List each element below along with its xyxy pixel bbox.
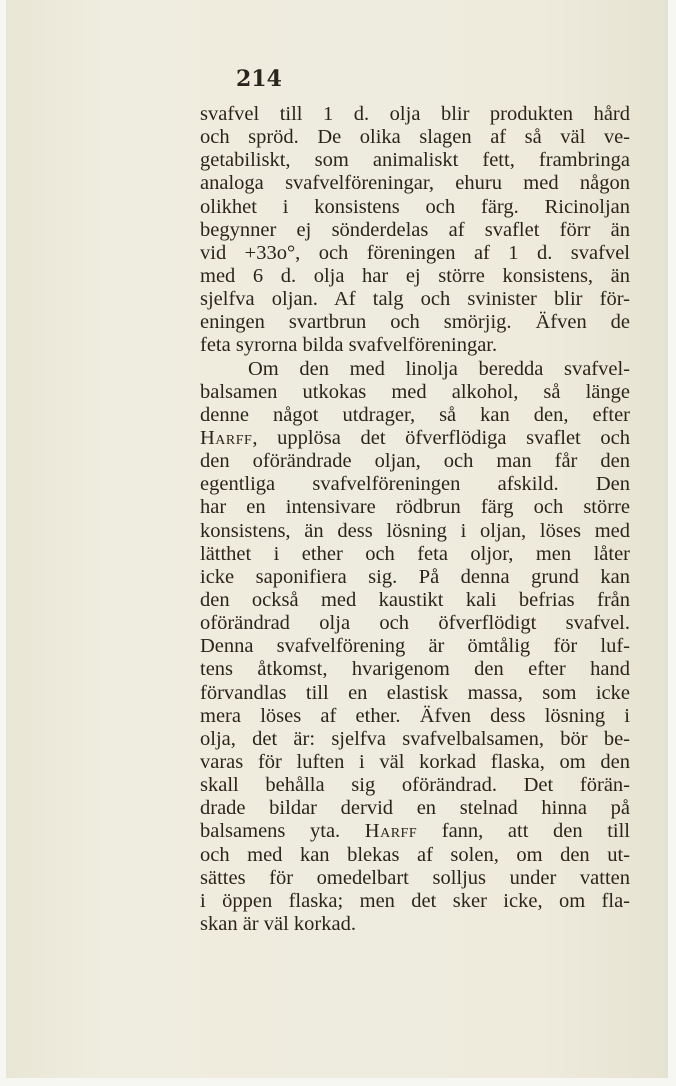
text-line <box>200 311 630 334</box>
text-fragment: skan är väl korkad. <box>200 912 356 935</box>
text-line <box>200 265 630 288</box>
text-line <box>200 635 630 658</box>
text-line <box>200 543 630 566</box>
text-fragment: svafvel till 1 d. olja blir produkten hård <box>200 103 630 125</box>
author-name: Harff <box>364 820 418 843</box>
text-fragment: feta syrorna bilda svafvelföreningar. <box>200 334 498 357</box>
text-fragment: Denna svafvelförening är ömtålig för luf- <box>200 635 630 658</box>
author-name: Harff <box>200 426 253 449</box>
text-line <box>200 288 630 311</box>
text-line <box>200 867 630 890</box>
text-fragment: tens åtkomst, hvarigenom den efter hand <box>200 658 630 681</box>
text-fragment: denne något utdrager, så kan den, efter <box>200 403 630 426</box>
text-fragment: balsamen utkokas med alkohol, så länge <box>200 380 630 403</box>
text-line <box>200 496 630 519</box>
page-number: 214 <box>236 66 282 92</box>
text-fragment: begynner ej sönderdelas af svaflet förr än <box>200 218 630 241</box>
text-fragment: har en intensivare rödbrun färg och större <box>200 496 630 519</box>
text-line <box>200 774 630 797</box>
text-fragment: och med kan blekas af solen, om den ut- <box>200 843 630 866</box>
text-fragment: konsistens, än dess lösning i oljan, löses med <box>200 519 630 542</box>
text-line <box>200 242 630 265</box>
text-line <box>200 334 630 357</box>
text-line <box>200 658 630 681</box>
text-fragment: mera löses af ether. Äfven dess lösning i <box>200 704 630 727</box>
text-fragment: , upplösa det öfverflödiga svaflet och <box>252 426 630 449</box>
text-line <box>200 589 630 612</box>
text-fragment: egentliga svafvelföreningen afskild. Den <box>200 473 630 496</box>
text-line <box>200 844 630 867</box>
text-line <box>200 797 630 820</box>
text-line <box>200 196 630 219</box>
text-fragment: Om den med linolja beredda svafvel- <box>248 357 630 380</box>
text-fragment: sättes för omedelbart solljus under vatten <box>200 866 630 889</box>
text-fragment: oförändrad olja och öfverflödigt svafvel. <box>200 612 630 635</box>
text-line <box>200 705 630 728</box>
text-fragment: med 6 d. olja har ej större konsistens, än <box>200 264 630 287</box>
text-line <box>200 520 630 543</box>
text-fragment: getabiliskt, som animaliskt fett, frambringa <box>200 149 630 172</box>
text-line <box>200 126 630 149</box>
text-line <box>200 751 630 774</box>
text-line <box>200 473 630 496</box>
text-fragment: sjelfva oljan. Af talg och svinister blir för- <box>200 288 630 311</box>
book-page <box>6 0 668 1078</box>
text-line <box>200 427 630 450</box>
text-fragment: skall behålla sig oförändrad. Det förän- <box>200 774 630 797</box>
text-line <box>200 566 630 589</box>
text-fragment: i öppen flaska; men det sker icke, om fla- <box>200 889 630 912</box>
text-fragment: lätthet i ether och feta oljor, men låter <box>200 542 630 565</box>
body-text <box>200 103 630 936</box>
text-line <box>200 358 630 381</box>
text-fragment: fann, att den till <box>417 820 630 843</box>
text-fragment: eningen svartbrun och smörjig. Äfven de <box>200 311 630 334</box>
text-line <box>200 682 630 705</box>
text-fragment: den också med kaustikt kali befrias från <box>200 588 630 611</box>
text-line <box>200 820 630 843</box>
text-fragment: icke saponifiera sig. På denna grund kan <box>200 565 630 588</box>
text-fragment: och spröd. De olika slagen af så väl ve- <box>200 126 630 149</box>
text-line <box>200 381 630 404</box>
text-line <box>200 890 630 913</box>
text-line <box>200 728 630 751</box>
text-fragment: balsamens yta. <box>200 820 365 843</box>
text-line <box>200 149 630 172</box>
text-line <box>200 103 630 126</box>
text-fragment: olikhet i konsistens och färg. Ricinoljan <box>200 195 630 218</box>
text-fragment: förvandlas till en elastisk massa, som icke <box>200 681 630 704</box>
text-line <box>200 219 630 242</box>
text-fragment: den oförändrade oljan, och man får den <box>200 450 630 473</box>
text-line <box>200 450 630 473</box>
text-fragment: drade bildar dervid en stelnad hinna på <box>200 797 630 820</box>
text-fragment: analoga svafvelföreningar, ehuru med någon <box>200 172 630 195</box>
text-fragment: varas för luften i väl korkad flaska, om den <box>200 750 630 773</box>
text-fragment: olja, det är: sjelfva svafvelbalsamen, bör be- <box>200 727 630 750</box>
text-line <box>200 404 630 427</box>
text-line <box>200 172 630 195</box>
text-fragment: vid +33o°, och föreningen af 1 d. svafvel <box>200 241 630 264</box>
text-line <box>200 612 630 635</box>
text-line <box>200 913 630 936</box>
